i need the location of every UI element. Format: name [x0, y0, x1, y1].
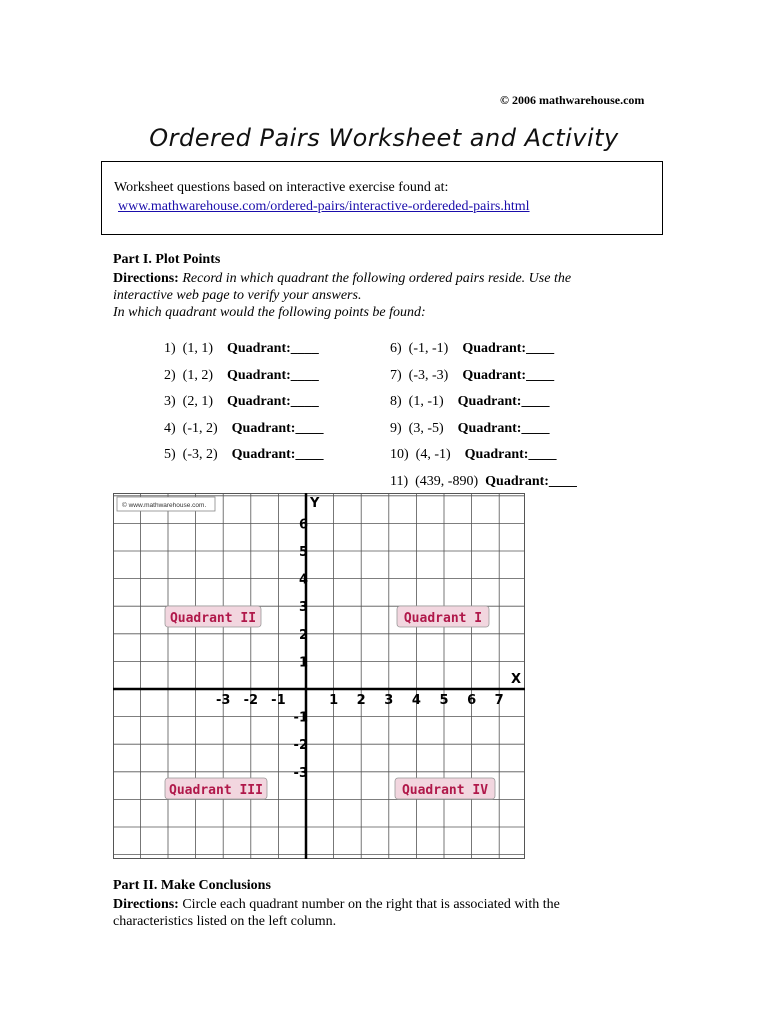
source-intro: Worksheet questions based on interactive exercise found at:	[114, 180, 449, 195]
part2-directions	[113, 896, 633, 930]
tick-label: 7	[494, 693, 504, 708]
tick-label: 2	[298, 627, 308, 643]
x-axis-label: X	[511, 672, 522, 687]
quadrant-1-label: Quadrant I	[403, 611, 483, 626]
part1-directions	[113, 270, 633, 321]
answer-blank[interactable]: Quadrant:____	[457, 421, 550, 436]
quadrant-3-label: Quadrant III	[169, 783, 263, 798]
part2-heading: Part II. Make Conclusions	[113, 878, 271, 893]
question-prompt: In which quadrant would the following points be found:	[113, 305, 426, 320]
question-label: 6) (-1, -1)	[390, 341, 449, 356]
tick-label: -3	[215, 693, 231, 708]
directions-label: Directions:	[113, 271, 179, 286]
quadrant-2-label: Quadrant II	[169, 611, 257, 626]
watermark: © www.mathwarehouse.com.	[122, 502, 207, 509]
question-label: 3) (2, 1)	[164, 394, 213, 409]
answer-blank[interactable]: Quadrant:____	[462, 341, 555, 356]
answer-blank[interactable]: Quadrant:____	[462, 368, 555, 383]
grid-border	[114, 494, 525, 859]
tick-label: 1	[329, 693, 339, 708]
coordinate-plane-svg	[113, 493, 525, 859]
question-label: 11) (439, -890)	[390, 474, 479, 489]
page-title: Ordered Pairs Worksheet and Activity	[149, 124, 619, 152]
tick-label: -1	[271, 693, 286, 708]
tick-label: 3	[298, 600, 308, 616]
question-label: 8) (1, -1)	[390, 394, 444, 409]
source-link[interactable]: www.mathwarehouse.com/ordered-pairs/interactive-ordereded-pairs.html	[118, 199, 530, 214]
question-item	[157, 431, 323, 463]
y-axis-label: Y	[310, 496, 320, 511]
tick-label: -1	[293, 710, 308, 726]
quadrant-4-label: Quadrant IV	[401, 783, 489, 798]
question-label: 7) (-3, -3)	[390, 368, 449, 383]
coordinate-grid	[113, 493, 525, 859]
directions-text: Record in which quadrant the following ordered pairs reside. Use the interactive web page to verify your answers.	[113, 271, 572, 303]
grid-lines	[113, 493, 525, 859]
tick-label: 1	[298, 655, 308, 671]
answer-blank[interactable]: Quadrant:____	[231, 447, 324, 462]
question-item	[383, 458, 577, 490]
tick-label: 4	[298, 572, 308, 588]
tick-label: 5	[439, 693, 449, 708]
tick-label: 6	[298, 517, 308, 533]
question-label: 1) (1, 1)	[164, 341, 213, 356]
answer-blank[interactable]: Quadrant:____	[227, 341, 319, 356]
answer-blank[interactable]: Quadrant:____	[227, 368, 319, 383]
tick-label: -3	[293, 765, 308, 781]
source-box	[101, 161, 663, 235]
answer-blank[interactable]: Quadrant:____	[485, 474, 577, 489]
question-label: 9) (3, -5)	[390, 421, 444, 436]
answer-blank[interactable]: Quadrant:____	[464, 447, 557, 462]
question-label: 2) (1, 2)	[164, 368, 213, 383]
tick-label: -2	[293, 738, 308, 754]
tick-label: 2	[356, 693, 366, 708]
answer-blank[interactable]: Quadrant:____	[231, 421, 324, 436]
answer-blank[interactable]: Quadrant:____	[227, 394, 319, 409]
copyright-notice: © 2006 mathwarehouse.com	[500, 93, 645, 107]
tick-label: 5	[298, 545, 308, 560]
question-label: 5) (-3, 2)	[164, 447, 218, 462]
directions-label: Directions:	[113, 897, 179, 912]
question-label: 4) (-1, 2)	[164, 421, 218, 436]
tick-label: 3	[384, 693, 394, 708]
tick-label: 6	[467, 693, 477, 708]
tick-label: 4	[411, 693, 421, 708]
answer-blank[interactable]: Quadrant:____	[457, 394, 550, 409]
question-label: 10) (4, -1)	[390, 447, 451, 462]
part1-heading: Part I. Plot Points	[113, 252, 221, 267]
tick-label: -2	[243, 693, 259, 708]
tick-labels	[216, 517, 504, 780]
directions-text: Circle each quadrant number on the right that is associated with the characteristics listed on the left column.	[113, 897, 560, 929]
